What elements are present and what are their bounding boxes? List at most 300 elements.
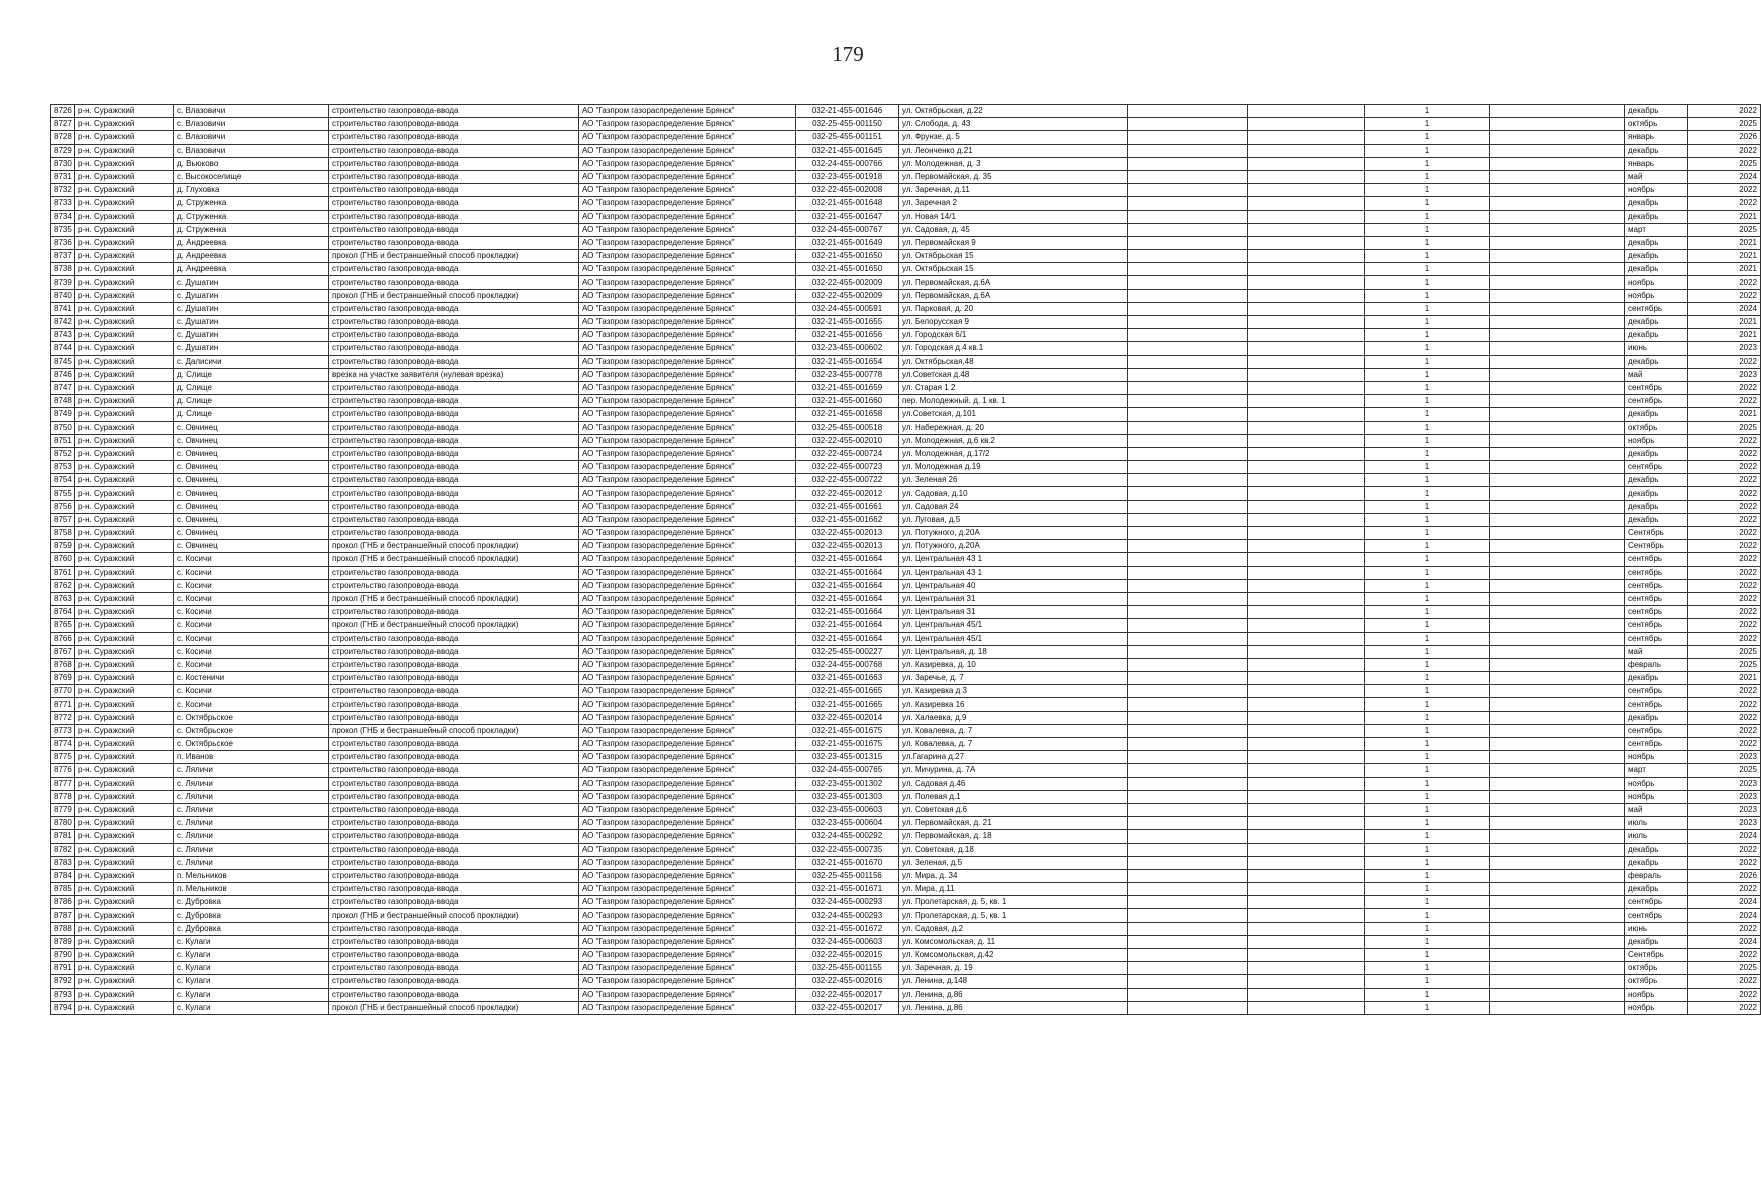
cell-year: 2021 <box>1688 210 1761 223</box>
cell-registry-number: 032-22-455-002016 <box>796 975 899 988</box>
cell-quantity: 1 <box>1365 777 1490 790</box>
cell-year: 2022 <box>1688 474 1761 487</box>
cell-empty-col-2 <box>1248 316 1365 329</box>
cell-month: март <box>1625 223 1688 236</box>
cell-address: ул. Халаевка, д.9 <box>899 711 1128 724</box>
cell-row-number: 8730 <box>51 157 75 170</box>
cell-registry-number: 032-21-455-001664 <box>796 592 899 605</box>
cell-address: ул. Ленина, д.148 <box>899 975 1128 988</box>
cell-year: 2022 <box>1688 843 1761 856</box>
cell-empty-col-3 <box>1490 935 1625 948</box>
cell-registry-number: 032-23-455-001302 <box>796 777 899 790</box>
cell-empty-col-2 <box>1248 302 1365 315</box>
cell-quantity: 1 <box>1365 962 1490 975</box>
cell-year: 2022 <box>1688 434 1761 447</box>
cell-empty-col-3 <box>1490 474 1625 487</box>
cell-year: 2023 <box>1688 751 1761 764</box>
cell-district: р-н. Суражский <box>75 342 174 355</box>
cell-address: ул. Мичурина, д. 7А <box>899 764 1128 777</box>
cell-month: май <box>1625 170 1688 183</box>
cell-address: ул. Первомайская 9 <box>899 236 1128 249</box>
cell-organization: АО "Газпром газораспределение Брянск" <box>579 250 796 263</box>
cell-work-type: строительство газопровода-ввода <box>329 487 579 500</box>
cell-empty-col-1 <box>1128 421 1248 434</box>
cell-quantity: 1 <box>1365 711 1490 724</box>
cell-empty-col-2 <box>1248 197 1365 210</box>
cell-address: ул. Пролетарская, д. 5, кв. 1 <box>899 896 1128 909</box>
cell-row-number: 8739 <box>51 276 75 289</box>
cell-year: 2023 <box>1688 777 1761 790</box>
cell-empty-col-3 <box>1490 342 1625 355</box>
cell-empty-col-2 <box>1248 830 1365 843</box>
cell-quantity: 1 <box>1365 619 1490 632</box>
cell-district: р-н. Суражский <box>75 830 174 843</box>
cell-month: декабрь <box>1625 197 1688 210</box>
cell-organization: АО "Газпром газораспределение Брянск" <box>579 408 796 421</box>
cell-empty-col-3 <box>1490 685 1625 698</box>
cell-organization: АО "Газпром газораспределение Брянск" <box>579 645 796 658</box>
cell-empty-col-2 <box>1248 619 1365 632</box>
cell-month: декабрь <box>1625 447 1688 460</box>
cell-settlement: с. Костеничи <box>174 672 329 685</box>
cell-month: октябрь <box>1625 975 1688 988</box>
cell-organization: АО "Газпром газораспределение Брянск" <box>579 263 796 276</box>
cell-month: январь <box>1625 131 1688 144</box>
cell-empty-col-2 <box>1248 1001 1365 1014</box>
cell-row-number: 8790 <box>51 949 75 962</box>
cell-settlement: с. Ляличи <box>174 777 329 790</box>
cell-month: июль <box>1625 817 1688 830</box>
cell-empty-col-3 <box>1490 368 1625 381</box>
cell-row-number: 8747 <box>51 381 75 394</box>
cell-month: ноябрь <box>1625 751 1688 764</box>
cell-settlement: с. Косичи <box>174 698 329 711</box>
table-row <box>51 540 1761 553</box>
cell-row-number: 8782 <box>51 843 75 856</box>
cell-empty-col-2 <box>1248 157 1365 170</box>
cell-empty-col-3 <box>1490 197 1625 210</box>
cell-address: ул.Советская, д.101 <box>899 408 1128 421</box>
cell-organization: АО "Газпром газораспределение Брянск" <box>579 236 796 249</box>
cell-work-type: строительство газопровода-ввода <box>329 962 579 975</box>
cell-empty-col-1 <box>1128 975 1248 988</box>
cell-organization: АО "Газпром газораспределение Брянск" <box>579 658 796 671</box>
cell-district: р-н. Суражский <box>75 421 174 434</box>
cell-settlement: с. Кулаги <box>174 975 329 988</box>
cell-empty-col-3 <box>1490 896 1625 909</box>
cell-empty-col-3 <box>1490 105 1625 118</box>
cell-organization: АО "Газпром газораспределение Брянск" <box>579 527 796 540</box>
cell-empty-col-2 <box>1248 131 1365 144</box>
cell-empty-col-2 <box>1248 896 1365 909</box>
cell-empty-col-1 <box>1128 487 1248 500</box>
cell-year: 2024 <box>1688 830 1761 843</box>
cell-work-type: строительство газопровода-ввода <box>329 434 579 447</box>
cell-empty-col-2 <box>1248 803 1365 816</box>
table-row <box>51 698 1761 711</box>
cell-district: р-н. Суражский <box>75 949 174 962</box>
cell-settlement: д. Слище <box>174 381 329 394</box>
cell-address: ул. Казиревка д 3 <box>899 685 1128 698</box>
cell-address: ул. Садовая д.46 <box>899 777 1128 790</box>
cell-address: ул. Первомайская, д.6А <box>899 276 1128 289</box>
cell-month: декабрь <box>1625 672 1688 685</box>
cell-year: 2021 <box>1688 250 1761 263</box>
table-row <box>51 342 1761 355</box>
cell-district: р-н. Суражский <box>75 711 174 724</box>
cell-row-number: 8752 <box>51 447 75 460</box>
cell-work-type: строительство газопровода-ввода <box>329 658 579 671</box>
cell-empty-col-2 <box>1248 685 1365 698</box>
cell-address: ул. Центральная 45/1 <box>899 619 1128 632</box>
cell-empty-col-3 <box>1490 263 1625 276</box>
table-row <box>51 843 1761 856</box>
cell-settlement: с. Далисичи <box>174 355 329 368</box>
table-row <box>51 355 1761 368</box>
cell-empty-col-3 <box>1490 645 1625 658</box>
cell-year: 2022 <box>1688 698 1761 711</box>
cell-row-number: 8742 <box>51 316 75 329</box>
table-row <box>51 184 1761 197</box>
cell-year: 2022 <box>1688 922 1761 935</box>
cell-settlement: с. Душатин <box>174 316 329 329</box>
cell-settlement: с. Овчинец <box>174 447 329 460</box>
cell-district: р-н. Суражский <box>75 883 174 896</box>
cell-address: ул. Казиревка 16 <box>899 698 1128 711</box>
cell-year: 2022 <box>1688 197 1761 210</box>
cell-quantity: 1 <box>1365 263 1490 276</box>
cell-address: ул. Заречная, д. 19 <box>899 962 1128 975</box>
cell-registry-number: 032-24-455-000293 <box>796 896 899 909</box>
cell-work-type: строительство газопровода-ввода <box>329 803 579 816</box>
cell-empty-col-2 <box>1248 645 1365 658</box>
cell-year: 2025 <box>1688 157 1761 170</box>
cell-quantity: 1 <box>1365 302 1490 315</box>
table-row <box>51 751 1761 764</box>
cell-quantity: 1 <box>1365 764 1490 777</box>
cell-settlement: с. Октябрьское <box>174 711 329 724</box>
cell-quantity: 1 <box>1365 896 1490 909</box>
cell-empty-col-1 <box>1128 553 1248 566</box>
cell-month: февраль <box>1625 869 1688 882</box>
cell-organization: АО "Газпром газораспределение Брянск" <box>579 724 796 737</box>
cell-registry-number: 032-21-455-001664 <box>796 606 899 619</box>
cell-month: декабрь <box>1625 487 1688 500</box>
cell-quantity: 1 <box>1365 975 1490 988</box>
cell-organization: АО "Газпром газораспределение Брянск" <box>579 817 796 830</box>
cell-year: 2022 <box>1688 988 1761 1001</box>
cell-work-type: строительство газопровода-ввода <box>329 118 579 131</box>
cell-empty-col-3 <box>1490 658 1625 671</box>
cell-month: декабрь <box>1625 316 1688 329</box>
cell-address: ул. Ковалевка, д. 7 <box>899 738 1128 751</box>
cell-month: февраль <box>1625 658 1688 671</box>
cell-row-number: 8741 <box>51 302 75 315</box>
cell-empty-col-2 <box>1248 276 1365 289</box>
cell-empty-col-1 <box>1128 685 1248 698</box>
cell-empty-col-1 <box>1128 105 1248 118</box>
cell-month: декабрь <box>1625 513 1688 526</box>
table-row <box>51 553 1761 566</box>
cell-district: р-н. Суражский <box>75 592 174 605</box>
cell-registry-number: 032-23-455-000603 <box>796 803 899 816</box>
cell-row-number: 8749 <box>51 408 75 421</box>
cell-organization: АО "Газпром газораспределение Брянск" <box>579 144 796 157</box>
cell-empty-col-2 <box>1248 421 1365 434</box>
cell-empty-col-2 <box>1248 698 1365 711</box>
cell-empty-col-3 <box>1490 434 1625 447</box>
cell-month: декабрь <box>1625 250 1688 263</box>
cell-address: ул. Садовая, д.2 <box>899 922 1128 935</box>
cell-row-number: 8729 <box>51 144 75 157</box>
table-row <box>51 790 1761 803</box>
cell-row-number: 8783 <box>51 856 75 869</box>
cell-empty-col-1 <box>1128 461 1248 474</box>
cell-work-type: строительство газопровода-ввода <box>329 751 579 764</box>
cell-address: ул. Центральная 31 <box>899 592 1128 605</box>
cell-work-type: строительство газопровода-ввода <box>329 843 579 856</box>
cell-registry-number: 032-21-455-001664 <box>796 579 899 592</box>
cell-work-type: строительство газопровода-ввода <box>329 579 579 592</box>
cell-organization: АО "Газпром газораспределение Брянск" <box>579 223 796 236</box>
cell-quantity: 1 <box>1365 869 1490 882</box>
cell-month: сентябрь <box>1625 632 1688 645</box>
cell-settlement: с. Влазовичи <box>174 118 329 131</box>
cell-address: ул. Первомайская, д. 18 <box>899 830 1128 843</box>
cell-quantity: 1 <box>1365 988 1490 1001</box>
cell-settlement: д. Глуховка <box>174 184 329 197</box>
cell-quantity: 1 <box>1365 553 1490 566</box>
table-row <box>51 619 1761 632</box>
cell-quantity: 1 <box>1365 922 1490 935</box>
cell-month: ноябрь <box>1625 289 1688 302</box>
cell-empty-col-3 <box>1490 764 1625 777</box>
cell-district: р-н. Суражский <box>75 658 174 671</box>
cell-registry-number: 032-23-455-001303 <box>796 790 899 803</box>
cell-year: 2021 <box>1688 329 1761 342</box>
cell-quantity: 1 <box>1365 724 1490 737</box>
cell-settlement: с. Кулаги <box>174 949 329 962</box>
cell-quantity: 1 <box>1365 909 1490 922</box>
cell-month: сентябрь <box>1625 685 1688 698</box>
cell-settlement: с. Косичи <box>174 632 329 645</box>
cell-quantity: 1 <box>1365 236 1490 249</box>
cell-empty-col-1 <box>1128 619 1248 632</box>
cell-empty-col-1 <box>1128 276 1248 289</box>
cell-empty-col-1 <box>1128 777 1248 790</box>
cell-district: р-н. Суражский <box>75 381 174 394</box>
cell-empty-col-1 <box>1128 579 1248 592</box>
cell-row-number: 8758 <box>51 527 75 540</box>
cell-settlement: с. Ляличи <box>174 790 329 803</box>
cell-empty-col-1 <box>1128 184 1248 197</box>
cell-quantity: 1 <box>1365 474 1490 487</box>
cell-organization: АО "Газпром газораспределение Брянск" <box>579 738 796 751</box>
table-row <box>51 105 1761 118</box>
cell-year: 2022 <box>1688 487 1761 500</box>
cell-year: 2021 <box>1688 236 1761 249</box>
cell-organization: АО "Газпром газораспределение Брянск" <box>579 592 796 605</box>
cell-address: ул. Заречная, д.11 <box>899 184 1128 197</box>
cell-empty-col-3 <box>1490 540 1625 553</box>
cell-month: Сентябрь <box>1625 527 1688 540</box>
cell-work-type: прокол (ГНБ и бестраншейный способ прокладки) <box>329 724 579 737</box>
cell-registry-number: 032-21-455-001654 <box>796 355 899 368</box>
cell-work-type: строительство газопровода-ввода <box>329 817 579 830</box>
cell-registry-number: 032-21-455-001663 <box>796 672 899 685</box>
cell-registry-number: 032-22-455-002017 <box>796 1001 899 1014</box>
cell-work-type: строительство газопровода-ввода <box>329 447 579 460</box>
cell-work-type: строительство газопровода-ввода <box>329 606 579 619</box>
cell-registry-number: 032-22-455-002010 <box>796 434 899 447</box>
cell-organization: АО "Газпром газораспределение Брянск" <box>579 619 796 632</box>
cell-empty-col-2 <box>1248 355 1365 368</box>
cell-address: ул. Октябрьская 15 <box>899 263 1128 276</box>
cell-year: 2022 <box>1688 527 1761 540</box>
cell-organization: АО "Газпром газораспределение Брянск" <box>579 764 796 777</box>
cell-quantity: 1 <box>1365 144 1490 157</box>
cell-settlement: с. Дубровка <box>174 909 329 922</box>
cell-month: сентябрь <box>1625 381 1688 394</box>
cell-year: 2022 <box>1688 105 1761 118</box>
table-row <box>51 869 1761 882</box>
cell-work-type: строительство газопровода-ввода <box>329 223 579 236</box>
cell-registry-number: 032-22-455-002015 <box>796 949 899 962</box>
cell-work-type: строительство газопровода-ввода <box>329 197 579 210</box>
cell-month: сентябрь <box>1625 461 1688 474</box>
cell-month: октябрь <box>1625 421 1688 434</box>
cell-address: ул. Садовая 24 <box>899 500 1128 513</box>
cell-empty-col-1 <box>1128 513 1248 526</box>
cell-quantity: 1 <box>1365 276 1490 289</box>
table-row <box>51 566 1761 579</box>
cell-work-type: строительство газопровода-ввода <box>329 869 579 882</box>
cell-year: 2022 <box>1688 856 1761 869</box>
cell-settlement: д. Андреевка <box>174 250 329 263</box>
cell-empty-col-1 <box>1128 830 1248 843</box>
cell-address: ул. Фрунзе, д. 5 <box>899 131 1128 144</box>
cell-empty-col-3 <box>1490 790 1625 803</box>
cell-organization: АО "Газпром газораспределение Брянск" <box>579 935 796 948</box>
cell-empty-col-2 <box>1248 527 1365 540</box>
cell-empty-col-1 <box>1128 672 1248 685</box>
cell-year: 2022 <box>1688 540 1761 553</box>
cell-district: р-н. Суражский <box>75 118 174 131</box>
cell-row-number: 8776 <box>51 764 75 777</box>
cell-empty-col-3 <box>1490 592 1625 605</box>
cell-address: ул. Комсомольская, д. 11 <box>899 935 1128 948</box>
cell-district: р-н. Суражский <box>75 685 174 698</box>
cell-registry-number: 032-24-455-000591 <box>796 302 899 315</box>
cell-empty-col-1 <box>1128 856 1248 869</box>
cell-organization: АО "Газпром газораспределение Брянск" <box>579 276 796 289</box>
cell-district: р-н. Суражский <box>75 197 174 210</box>
cell-registry-number: 032-21-455-001661 <box>796 500 899 513</box>
table-row <box>51 883 1761 896</box>
cell-empty-col-3 <box>1490 632 1625 645</box>
cell-empty-col-2 <box>1248 843 1365 856</box>
cell-settlement: с. Овчинец <box>174 487 329 500</box>
cell-organization: АО "Газпром газораспределение Брянск" <box>579 566 796 579</box>
cell-row-number: 8791 <box>51 962 75 975</box>
cell-empty-col-2 <box>1248 447 1365 460</box>
cell-empty-col-3 <box>1490 144 1625 157</box>
cell-address: ул. Молодежная, д. 3 <box>899 157 1128 170</box>
table-row <box>51 606 1761 619</box>
table-row <box>51 777 1761 790</box>
cell-address: ул. Новая 14/1 <box>899 210 1128 223</box>
cell-organization: АО "Газпром газораспределение Брянск" <box>579 118 796 131</box>
cell-quantity: 1 <box>1365 738 1490 751</box>
cell-empty-col-3 <box>1490 698 1625 711</box>
cell-organization: АО "Газпром газораспределение Брянск" <box>579 606 796 619</box>
cell-row-number: 8784 <box>51 869 75 882</box>
cell-registry-number: 032-21-455-001645 <box>796 144 899 157</box>
cell-empty-col-3 <box>1490 250 1625 263</box>
cell-district: р-н. Суражский <box>75 790 174 803</box>
cell-row-number: 8745 <box>51 355 75 368</box>
cell-year: 2022 <box>1688 1001 1761 1014</box>
cell-organization: АО "Газпром газораспределение Брянск" <box>579 316 796 329</box>
cell-district: р-н. Суражский <box>75 263 174 276</box>
cell-settlement: с. Кулаги <box>174 935 329 948</box>
cell-empty-col-1 <box>1128 210 1248 223</box>
table-row <box>51 685 1761 698</box>
cell-district: р-н. Суражский <box>75 316 174 329</box>
cell-empty-col-3 <box>1490 329 1625 342</box>
cell-address: ул.Советская д.48 <box>899 368 1128 381</box>
cell-organization: АО "Газпром газораспределение Брянск" <box>579 803 796 816</box>
cell-settlement: с. Влазовичи <box>174 131 329 144</box>
cell-row-number: 8754 <box>51 474 75 487</box>
cell-year: 2022 <box>1688 883 1761 896</box>
cell-district: р-н. Суражский <box>75 184 174 197</box>
cell-empty-col-2 <box>1248 289 1365 302</box>
cell-year: 2022 <box>1688 447 1761 460</box>
cell-settlement: с. Овчинец <box>174 527 329 540</box>
cell-address: ул. Леонченко д.21 <box>899 144 1128 157</box>
cell-registry-number: 032-21-455-001647 <box>796 210 899 223</box>
cell-empty-col-3 <box>1490 883 1625 896</box>
cell-work-type: строительство газопровода-ввода <box>329 896 579 909</box>
cell-month: декабрь <box>1625 883 1688 896</box>
cell-registry-number: 032-23-455-000778 <box>796 368 899 381</box>
cell-year: 2022 <box>1688 738 1761 751</box>
cell-year: 2022 <box>1688 975 1761 988</box>
cell-work-type: строительство газопровода-ввода <box>329 777 579 790</box>
cell-registry-number: 032-24-455-000767 <box>796 223 899 236</box>
cell-settlement: д. Слище <box>174 395 329 408</box>
cell-empty-col-2 <box>1248 461 1365 474</box>
cell-empty-col-1 <box>1128 738 1248 751</box>
cell-empty-col-2 <box>1248 381 1365 394</box>
cell-empty-col-3 <box>1490 302 1625 315</box>
cell-organization: АО "Газпром газораспределение Брянск" <box>579 184 796 197</box>
cell-settlement: с. Октябрьское <box>174 724 329 737</box>
cell-row-number: 8744 <box>51 342 75 355</box>
cell-empty-col-2 <box>1248 184 1365 197</box>
cell-organization: АО "Газпром газораспределение Брянск" <box>579 302 796 315</box>
cell-organization: АО "Газпром газораспределение Брянск" <box>579 289 796 302</box>
cell-settlement: с. Кулаги <box>174 1001 329 1014</box>
cell-row-number: 8732 <box>51 184 75 197</box>
cell-year: 2024 <box>1688 909 1761 922</box>
cell-quantity: 1 <box>1365 935 1490 948</box>
cell-registry-number: 032-21-455-001672 <box>796 922 899 935</box>
cell-empty-col-3 <box>1490 566 1625 579</box>
cell-registry-number: 032-21-455-001675 <box>796 724 899 737</box>
cell-month: октябрь <box>1625 962 1688 975</box>
